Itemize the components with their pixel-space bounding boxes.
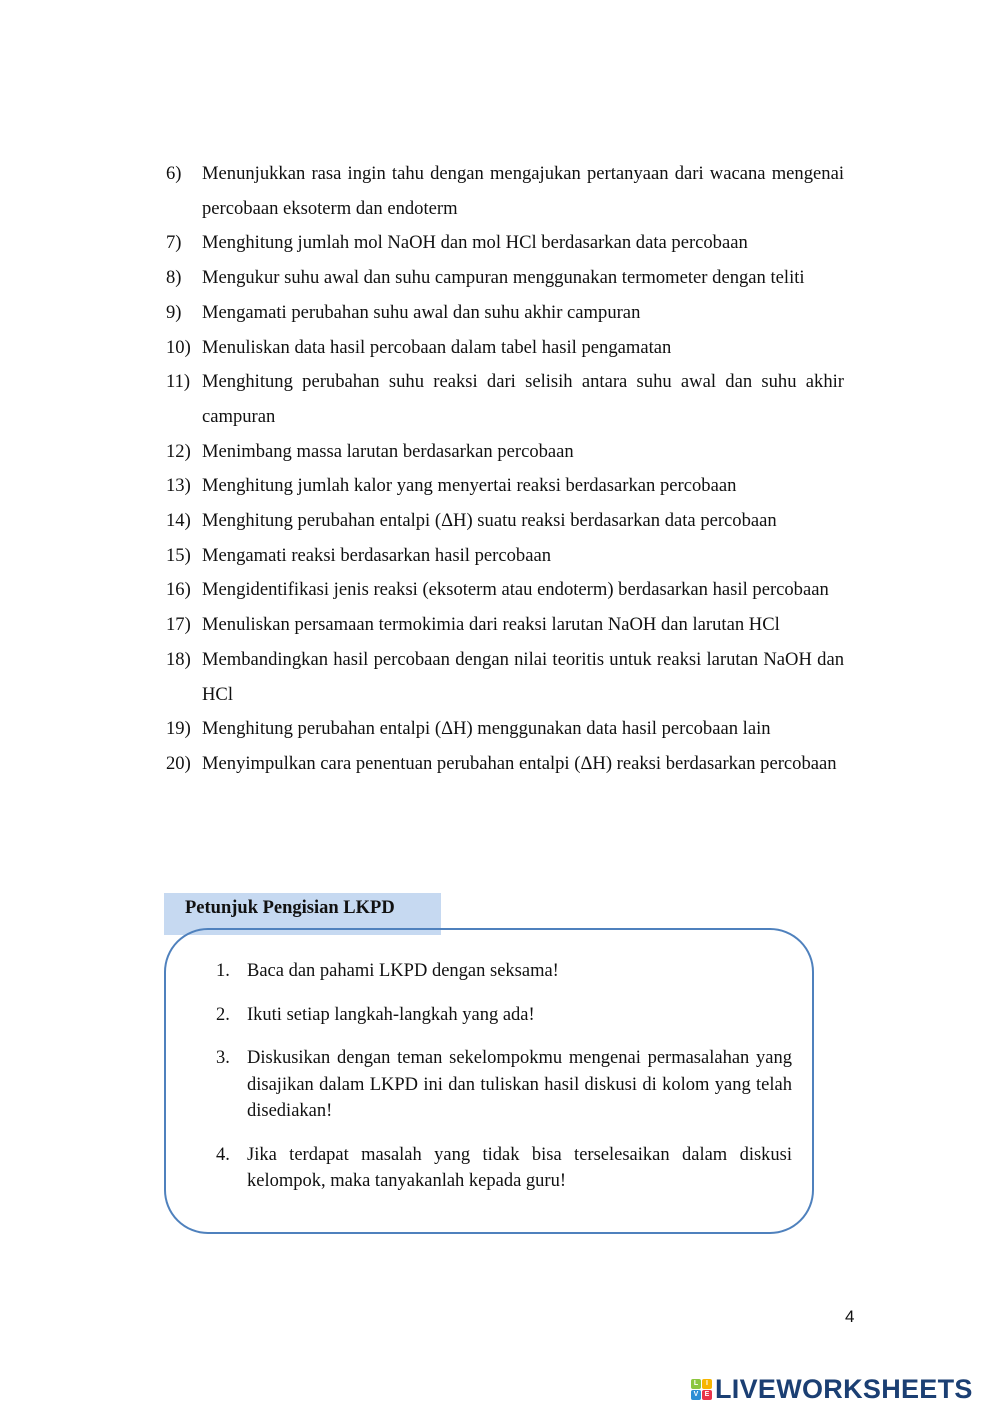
list-item	[166, 331, 844, 366]
item-text: Menghitung jumlah kalor yang menyertai reaksi berdasarkan percobaan	[202, 475, 737, 497]
instructions-list	[216, 958, 792, 1212]
list-item	[216, 1045, 792, 1125]
item-text: Mengidentifikasi jenis reaksi (eksoterm atau endoterm) berdasarkan hasil percobaan	[202, 579, 829, 601]
list-item	[166, 296, 844, 331]
item-number: 8)	[166, 267, 182, 289]
item-number: 13)	[166, 475, 191, 497]
item-number: 1.	[216, 961, 230, 981]
list-item	[166, 469, 844, 504]
list-item	[166, 157, 844, 226]
logo-letter: I	[702, 1379, 712, 1389]
item-text: Jika terdapat masalah yang tidak bisa terselesaikan dalam diskusi kelompok, maka tanyakanlah kepada guru!	[247, 1144, 792, 1191]
item-text: Ikuti setiap langkah-langkah yang ada!	[247, 1004, 535, 1025]
item-number: 11)	[166, 371, 191, 393]
logo-letter: V	[691, 1390, 701, 1400]
item-number: 7)	[166, 232, 182, 254]
objectives-list	[166, 157, 844, 782]
item-number: 10)	[166, 336, 191, 358]
item-text: Menghitung perubahan suhu reaksi dari selisih antara suhu awal dan suhu akhir campuran	[202, 371, 844, 427]
item-text: Membandingkan hasil percobaan dengan nilai teoritis untuk reaksi larutan NaOH dan HCl	[202, 648, 844, 705]
list-item	[166, 435, 844, 470]
liveworksheets-logo	[691, 1374, 973, 1405]
item-text: Menunjukkan rasa ingin tahu dengan mengajukan pertanyaan dari wacana mengenai percobaan eksoterm dan endoterm	[202, 163, 844, 219]
item-number: 15)	[166, 544, 191, 566]
item-number: 17)	[166, 614, 191, 636]
list-item	[216, 958, 792, 985]
list-item	[166, 261, 844, 296]
item-text: Menghitung perubahan entalpi (ΔH) suatu reaksi berdasarkan data percobaan	[202, 510, 777, 532]
item-number: 6)	[166, 163, 182, 184]
item-text: Menimbang massa larutan berdasarkan percobaan	[202, 440, 574, 462]
list-item	[166, 539, 844, 574]
logo-letter: L	[691, 1379, 701, 1389]
item-text: Menuliskan data hasil percobaan dalam tabel hasil pengamatan	[202, 336, 672, 358]
item-text: Mengukur suhu awal dan suhu campuran menggunakan termometer dengan teliti	[202, 267, 805, 289]
logo-text: LIVEWORKSHEETS	[715, 1374, 973, 1404]
item-number: 9)	[166, 301, 182, 323]
list-item	[166, 608, 844, 643]
item-number: 3.	[216, 1048, 230, 1068]
list-item	[216, 1142, 792, 1195]
list-item	[166, 643, 844, 712]
item-text: Baca dan pahami LKPD dengan seksama!	[247, 961, 559, 981]
list-item	[166, 226, 844, 261]
item-number: 2.	[216, 1004, 230, 1025]
instructions-title: Petunjuk Pengisian LKPD	[185, 898, 395, 918]
item-number: 20)	[166, 752, 191, 774]
item-text: Diskusikan dengan teman sekelompokmu mengenai permasalahan yang disajikan dalam LKPD ini dan tuliskan hasil diskusi di kolom yang telah disediakan!	[247, 1048, 792, 1121]
item-text: Menghitung jumlah mol NaOH dan mol HCl berdasarkan data percobaan	[202, 232, 748, 254]
item-text: Mengamati perubahan suhu awal dan suhu akhir campuran	[202, 301, 641, 323]
item-text: Menuliskan persamaan termokimia dari reaksi larutan NaOH dan larutan HCl	[202, 614, 780, 636]
item-number: 18)	[166, 648, 191, 670]
item-text: Menyimpulkan cara penentuan perubahan entalpi (ΔH) reaksi berdasarkan percobaan	[202, 752, 837, 774]
list-item	[166, 504, 844, 539]
page-number: 4	[845, 1307, 855, 1326]
item-number: 19)	[166, 718, 191, 740]
logo-letter: E	[702, 1390, 712, 1400]
item-number: 16)	[166, 579, 191, 601]
live-icon	[691, 1379, 712, 1400]
list-item	[166, 712, 844, 747]
item-number: 14)	[166, 510, 191, 532]
list-item	[216, 1002, 792, 1029]
item-number: 4.	[216, 1144, 230, 1165]
item-number: 12)	[166, 440, 191, 462]
list-item	[166, 747, 844, 782]
list-item	[166, 573, 844, 608]
item-text: Menghitung perubahan entalpi (ΔH) menggunakan data hasil percobaan lain	[202, 718, 771, 740]
item-text: Mengamati reaksi berdasarkan hasil percobaan	[202, 544, 551, 566]
list-item	[166, 365, 844, 434]
